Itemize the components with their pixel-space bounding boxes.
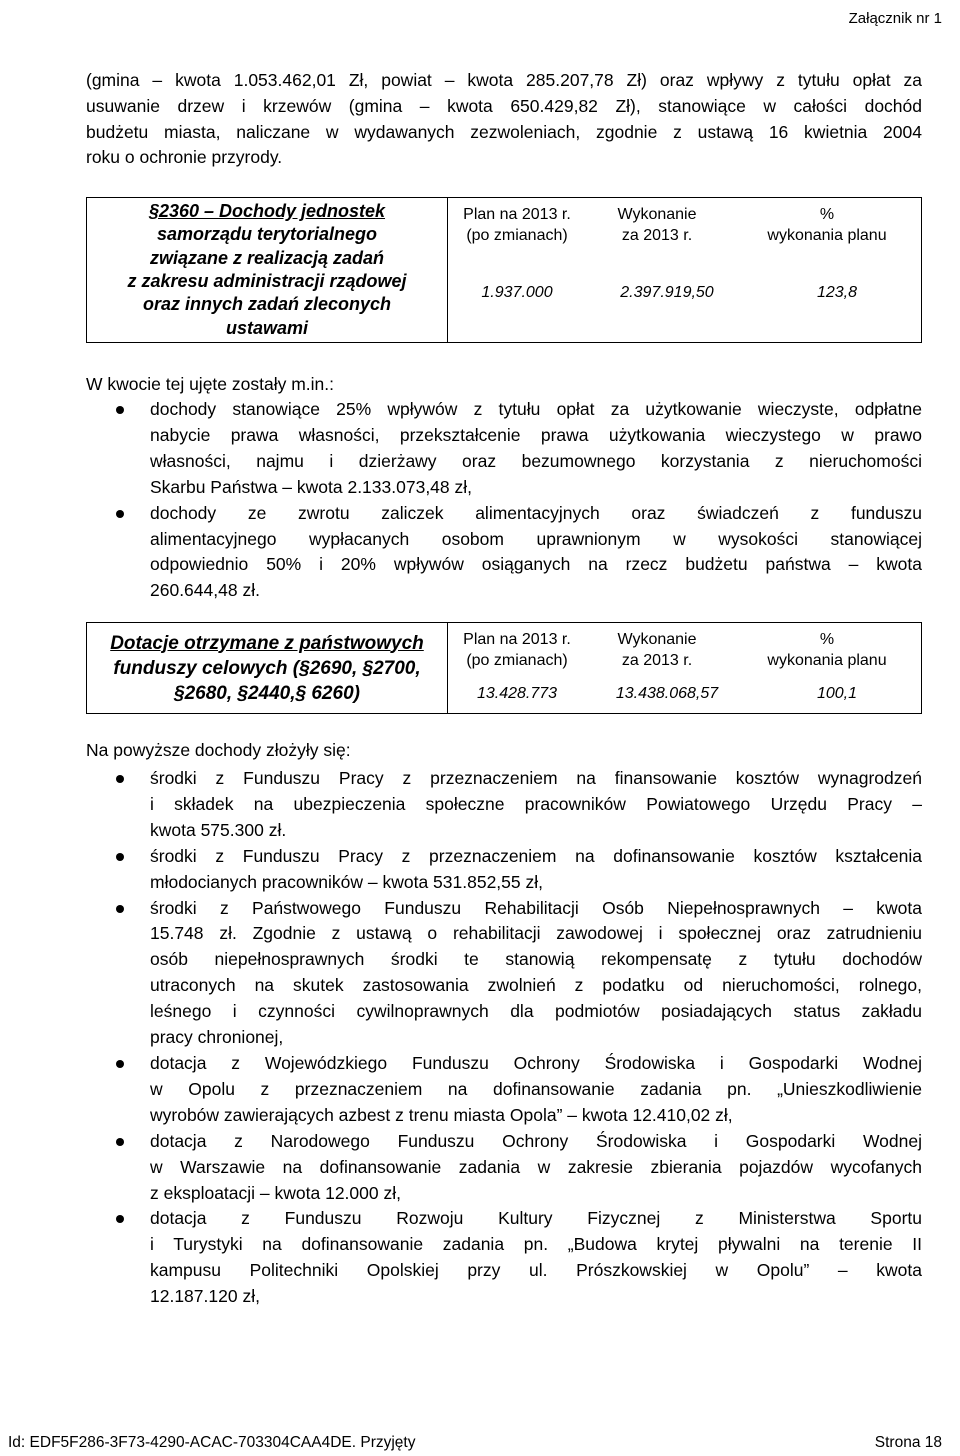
table-title-line: związane z realizacją zadań [149,247,385,268]
list-line: i Turystyki na dofinansowanie zadania pn. „Budowa krytej pływalni na terenie II [150,1234,922,1255]
list-line: środki z Funduszu Pracy z przeznaczeniem na finansowanie kosztów wynagrodzeń [150,768,922,788]
list-item [112,397,922,501]
table-title-line: §2360 – Dochody jednostek [148,200,386,221]
table-title-line: §2680, §2440,§ 6260) [174,682,360,704]
bullet-icon [116,1060,124,1068]
list-line: leśnego i czynności cywilnoprawnych dla podmiotów posiadających status zakładu [150,1001,922,1022]
list-line: w Warszawie na dofinansowanie zadania w zakresie zbierania pojazdów wycofanych [150,1156,922,1177]
header-line: wykonania planu [767,652,887,669]
table-dotacje [86,622,922,714]
section1-lead: W kwocie tej ujęte zostały m.in.: [86,374,334,394]
intro-paragraph [86,68,922,171]
table-title-line: Dotacje otrzymane z państwowych [110,632,424,654]
page-number: Strona 18 [874,1434,942,1451]
list-item [112,1206,922,1310]
section2-lead: Na powyższe dochody złożyły się: [86,740,351,760]
header-line: Plan na 2013 r. [463,206,571,223]
table-2360 [86,197,922,343]
header-line: Plan na 2013 r. [463,631,571,648]
list-line: Skarbu Państwa – kwota 2.133.073,48 zł, [150,476,473,497]
list-line: utraconych na skutek zastosowania zwolnień z podatku od nieruchomości, rolnego, [150,975,922,996]
pct-value: 100,1 [816,685,858,702]
list-item [112,844,922,896]
list-line: dotacja z Wojewódzkiego Funduszu Ochrony Środowiska i Gospodarki Wodnej [150,1052,922,1073]
plan-column-header [452,629,582,671]
header-line: Wykonanie [617,206,697,223]
section2-list [112,766,922,1310]
list-line: odpowiednio 50% i 20% wpływów osiąganych na rzecz budżetu państwa – kwota [150,554,922,575]
list-line: 15.748 zł. Zgodnie z ustawą o rehabilitacji zawodowej i społecznej oraz zatrudnieniu [150,923,922,944]
list-line: dochody stanowiące 25% wpływów z tytułu opłat za użytkowanie wieczyste, odpłatne [150,399,922,419]
list-line: z eksploatacji – kwota 12.000 zł, [150,1182,401,1203]
list-line: dotacja z Narodowego Funduszu Ochrony Środowiska i Gospodarki Wodnej [150,1130,922,1151]
pct-column-header [737,629,917,671]
bullet-icon [116,775,124,783]
intro-line: roku o ochronie przyrody. [86,147,283,168]
attachment-label: Załącznik nr 1 [848,10,942,27]
table-title-line: samorządu terytorialnego [156,224,378,245]
list-line: pracy chronionej, [150,1027,284,1048]
document-id: Id: EDF5F286-3F73-4290-ACAC-703304CAA4DE. Przyjęty [8,1434,416,1451]
exec-value: 13.438.068,57 [615,685,719,702]
list-line: kwota 575.300 zł. [150,819,287,840]
table-2360-title [87,198,448,342]
list-line: dotacja z Funduszu Rozwoju Kultury Fizycznej z Ministerstwa Sportu [150,1208,922,1229]
header-line: wykonania planu [767,227,887,244]
list-line: 260.644,48 zł. [150,580,260,601]
list-line: środki z Funduszu Pracy z przeznaczeniem na dofinansowanie kosztów kształcenia [150,845,922,866]
intro-line: usuwanie drzew i krzewów (gmina – kwota 650.429,82 Zł), stanowiące w całości dochód [86,95,922,116]
page-footer [8,1434,942,1452]
plan-column-header [452,204,582,246]
list-line: nabycie prawa własności, przekształcenie prawa użytkowania wieczystego w prawo [150,424,922,445]
list-line: młodocianych pracowników – kwota 531.852,55 zł, [150,871,543,892]
intro-line: budżetu miasta, naliczane w wydawanych zezwoleniach, zgodnie z ustawą 16 kwietnia 2004 [86,121,922,142]
list-line: wyrobów zawierających azbest z trenu miasta Opola” – kwota 12.410,02 zł, [150,1104,733,1125]
list-line: i składek na ubezpieczenia społeczne pracowników Powiatowego Urzędu Pracy – [150,793,922,814]
list-line: własności, najmu i dzierżawy oraz bezumownego korzystania z nieruchomości [150,450,922,471]
header-line: (po zmianach) [466,652,568,669]
list-item [112,1051,922,1129]
pct-value: 123,8 [816,284,858,301]
section1-list [112,397,922,604]
bullet-icon [116,1215,124,1223]
exec-value: 2.397.919,50 [620,284,714,301]
list-item [112,1129,922,1207]
header-line: Wykonanie [617,631,697,648]
pct-column-header [737,204,917,246]
table-title-line: funduszy celowych (§2690, §2700, [113,657,421,679]
table-title-line: oraz innych zadań zleconych [142,294,392,315]
plan-value: 13.428.773 [476,685,558,702]
exec-column-header [592,629,722,671]
bullet-icon [116,1138,124,1146]
list-line: alimentacyjnego wypłacanych osobom uprawnionym w wysokości stanowiącej [150,528,922,549]
header-line: (po zmianach) [466,227,568,244]
table-title-line: z zakresu administracji rządowej [127,271,407,291]
list-line: 12.187.120 zł, [150,1286,260,1307]
header-line: % [819,631,835,648]
plan-value: 1.937.000 [481,284,553,301]
list-line: dochody ze zwrotu zaliczek alimentacyjnych oraz świadczeń z funduszu [150,502,922,523]
bullet-icon [116,905,124,913]
table-dotacje-title [87,623,448,713]
list-item [112,896,922,1051]
bullet-icon [116,406,124,414]
intro-line: (gmina – kwota 1.053.462,01 Zł, powiat – kwota 285.207,78 Zł) oraz wpływy z tytułu opłat za [86,70,922,90]
list-item [112,501,922,605]
table-title-line: ustawami [225,317,308,338]
list-line: w Opolu z przeznaczeniem na dofinansowanie zadania pn. „Unieszkodliwienie [150,1078,922,1099]
exec-column-header [592,204,722,246]
bullet-icon [116,510,124,518]
list-line: środki z Państwowego Funduszu Rehabilitacji Osób Niepełnosprawnych – kwota [150,897,922,918]
header-line: za 2013 r. [621,227,693,244]
list-item [112,766,922,844]
header-line: za 2013 r. [621,652,693,669]
header-line: % [819,206,835,223]
list-line: kampusu Politechniki Opolskiej przy ul. Prószkowskiej w Opolu” – kwota [150,1260,922,1281]
list-line: osób niepełnosprawnych środki te stanowią rekompensatę z tytułu dochodów [150,949,922,970]
bullet-icon [116,853,124,861]
